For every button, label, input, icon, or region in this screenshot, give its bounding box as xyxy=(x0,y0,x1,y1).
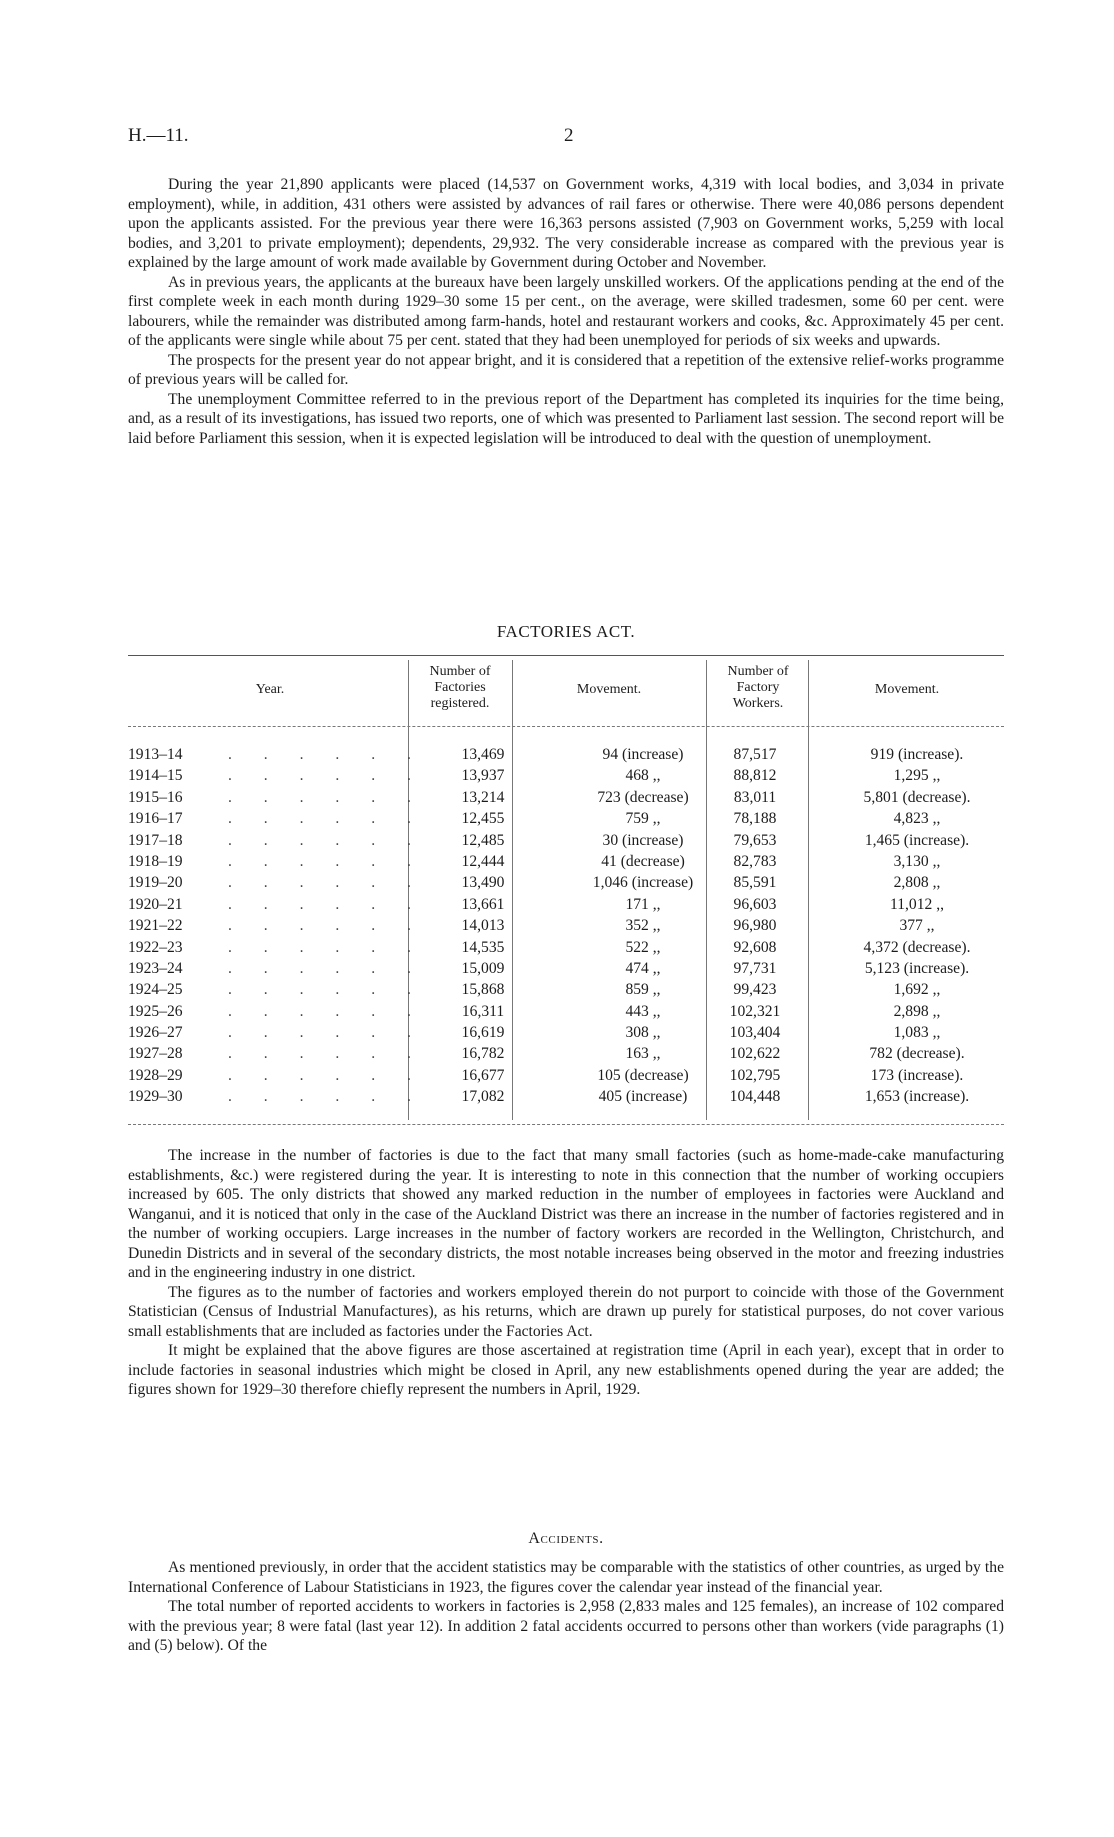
workers-movement-cell: 1,692 ,, xyxy=(893,981,941,999)
table-row xyxy=(128,939,1004,960)
year-cell: 1917–18 xyxy=(128,831,183,849)
movement-cell: 352 ,, xyxy=(625,917,661,935)
factories-cell: 17,082 xyxy=(461,1088,505,1106)
movement-cell: 443 ,, xyxy=(625,1002,661,1020)
movement-cell: 1,046 (increase) xyxy=(592,874,694,892)
workers-movement-cell: 11,012 ,, xyxy=(890,895,944,913)
table-row xyxy=(128,917,1004,938)
year-cell: 1929–30 xyxy=(128,1088,183,1106)
header-workers: Number of Factory Workers. xyxy=(727,664,789,711)
workers-cell: 99,423 xyxy=(733,981,777,999)
leader-dots: . . . . . . xyxy=(228,810,425,828)
workers-cell: 92,608 xyxy=(733,938,777,956)
workers-cell: 103,404 xyxy=(729,1024,781,1042)
workers-movement-cell: 919 (increase). xyxy=(870,746,964,763)
table-row xyxy=(128,767,1004,788)
table-row xyxy=(128,810,1004,831)
factories-cell: 13,661 xyxy=(461,895,505,913)
table-row xyxy=(128,896,1004,917)
leader-dots: . . . . . . xyxy=(228,831,425,849)
leader-dots: . . . . . . xyxy=(228,917,425,935)
table-row xyxy=(128,746,1004,767)
accidents-title: Accidents. xyxy=(528,1530,604,1547)
workers-movement-cell: 173 (increase). xyxy=(870,1066,964,1084)
factories-act-title: FACTORIES ACT. xyxy=(496,622,636,641)
workers-movement-cell: 2,808 ,, xyxy=(893,874,941,892)
factories-cell: 16,619 xyxy=(461,1024,505,1042)
movement-cell: 41 (decrease) xyxy=(601,852,685,870)
leader-dots: . . . . . . xyxy=(228,1088,425,1106)
year-cell: 1920–21 xyxy=(128,895,183,913)
factories-cell: 15,009 xyxy=(461,959,505,977)
year-cell: 1927–28 xyxy=(128,1045,183,1063)
paragraph: The total number of reported accidents to workers in factories is 2,958 (2,833 males and 125 females), an increase of 102 compared with the previous year; 8 were fatal (last year 12). In addition 2 fatal accidents occurred to persons other than workers (vide paragraphs (1) and (5) below). Of the xyxy=(128,1598,1004,1654)
header-workers-movement: Movement. xyxy=(874,682,940,697)
table-row xyxy=(128,1003,1004,1024)
table-row xyxy=(128,1088,1004,1109)
leader-dots: . . . . . . xyxy=(228,746,425,763)
table-top-rule xyxy=(128,655,1004,656)
workers-cell: 85,591 xyxy=(733,874,777,892)
movement-cell: 468 ,, xyxy=(625,767,661,785)
workers-movement-cell: 1,653 (increase). xyxy=(864,1088,970,1106)
workers-cell: 88,812 xyxy=(733,767,777,785)
leader-dots: . . . . . . xyxy=(228,938,425,956)
movement-cell: 171 ,, xyxy=(625,895,661,913)
workers-movement-cell: 5,801 (decrease). xyxy=(863,788,971,806)
workers-movement-cell: 2,898 ,, xyxy=(893,1002,941,1020)
factories-cell: 14,535 xyxy=(461,938,505,956)
year-cell: 1921–22 xyxy=(128,917,183,935)
movement-cell: 405 (increase) xyxy=(598,1088,688,1106)
factories-cell: 16,782 xyxy=(461,1045,505,1063)
workers-cell: 104,448 xyxy=(729,1088,781,1106)
leader-dots: . . . . . . xyxy=(228,874,425,892)
leader-dots: . . . . . . xyxy=(228,981,425,999)
workers-cell: 78,188 xyxy=(733,810,777,828)
year-cell: 1915–16 xyxy=(128,788,183,806)
page-number: 2 xyxy=(564,125,574,146)
leader-dots: . . . . . . xyxy=(228,788,425,806)
workers-movement-cell: 3,130 ,, xyxy=(893,852,941,870)
movement-cell: 522 ,, xyxy=(625,938,661,956)
table-row xyxy=(128,789,1004,810)
year-cell: 1928–29 xyxy=(128,1066,183,1084)
workers-movement-cell: 4,823 ,, xyxy=(893,810,941,828)
workers-movement-cell: 782 (decrease). xyxy=(869,1045,965,1063)
leader-dots: . . . . . . xyxy=(228,1002,425,1020)
workers-cell: 97,731 xyxy=(733,959,777,977)
header-rule xyxy=(128,726,1004,727)
paragraph: The prospects for the present year do not appear bright, and it is considered that a repetition of the extensive relief-works programme of previous years will be called for. xyxy=(128,351,1004,388)
workers-movement-cell: 4,372 (decrease). xyxy=(863,938,971,956)
workers-movement-cell: 1,083 ,, xyxy=(893,1024,941,1042)
paragraph: As mentioned previously, in order that the accident statistics may be comparable with the statistics of other countries, as urged by the International Conference of Labour Statisticians in 1923, the figures cover the calendar year instead of the financial year. xyxy=(128,1559,1004,1596)
accidents-section xyxy=(128,1558,1004,1656)
factories-cell: 12,485 xyxy=(461,831,505,849)
paragraph: The unemployment Committee referred to in the previous report of the Department has completed its inquiries for the time being, and, as a result of its investigations, has issued two reports, one of which was presented to Parliament last session. The second report will be laid before Parliament this session, when it is expected legislation will be introduced to deal with the question of unemployment. xyxy=(128,390,1004,447)
table-row xyxy=(128,960,1004,981)
workers-movement-cell: 1,295 ,, xyxy=(893,767,941,785)
leader-dots: . . . . . . xyxy=(228,1066,425,1084)
year-cell: 1916–17 xyxy=(128,810,183,828)
movement-cell: 94 (increase) xyxy=(602,746,684,763)
year-cell: 1914–15 xyxy=(128,767,183,785)
leader-dots: . . . . . . xyxy=(228,895,425,913)
paragraph: It might be explained that the above figures are those ascertained at registration time (April in each year), except that in order to include factories in seasonal industries which might be closed in April, any new establishments opened during the year are added; the figures shown for 1929–30 therefore chiefly represent the numbers in April, 1929. xyxy=(128,1342,1004,1398)
year-cell: 1918–19 xyxy=(128,852,183,870)
leader-dots: . . . . . . xyxy=(228,959,425,977)
workers-cell: 79,653 xyxy=(733,831,777,849)
leader-dots: . . . . . . xyxy=(228,1045,425,1063)
factories-cell: 15,868 xyxy=(461,981,505,999)
workers-movement-cell: 377 ,, xyxy=(899,917,935,935)
header-year: Year. xyxy=(255,682,285,697)
factories-cell: 14,013 xyxy=(461,917,505,935)
table-bottom-rule xyxy=(128,1124,1004,1125)
intro-section xyxy=(128,175,1004,448)
factories-cell: 16,311 xyxy=(461,1002,505,1020)
header-movement: Movement. xyxy=(576,682,642,697)
movement-cell: 105 (decrease) xyxy=(597,1066,689,1084)
factories-cell: 13,469 xyxy=(461,746,505,763)
workers-movement-cell: 5,123 (increase). xyxy=(864,959,970,977)
header-factories: Number of Factories registered. xyxy=(429,664,491,711)
table-body xyxy=(128,746,1004,1110)
workers-cell: 96,603 xyxy=(733,895,777,913)
table-row xyxy=(128,1024,1004,1045)
workers-movement-cell: 1,465 (increase). xyxy=(864,831,970,849)
movement-cell: 163 ,, xyxy=(625,1045,661,1063)
year-cell: 1923–24 xyxy=(128,959,183,977)
paragraph: The figures as to the number of factories and workers employed therein do not purport to coincide with those of the Government Statistician (Census of Industrial Manufactures), as his returns, which are drawn up purely for statistical purposes, do not cover various small establishments that are included as factories under the Factories Act. xyxy=(128,1283,1004,1340)
paragraph: The increase in the number of factories is due to the fact that many small factories (such as home-made-cake manufacturing establishments, &c.) were registered during the year. It is interesting to note in this connection that the number of working occupiers increased by 605. The only districts that showed any marked reduction in the number of employees in factories were Auckland and Wanganui, and it is noticed that only in the case of the Auckland District was there an increase in the number of factories registered and in the number of working occupiers. Large increases in the number of factory workers are recorded in the Wellington, Christchurch, and Dunedin Districts and in several of the secondary districts, the most notable increases being observed in the motor and freezing industries and in the engineering industry in one district. xyxy=(128,1147,1004,1281)
leader-dots: . . . . . . xyxy=(228,852,425,870)
factories-cell: 13,214 xyxy=(461,788,505,806)
table-row xyxy=(128,832,1004,853)
year-cell: 1913–14 xyxy=(128,746,183,763)
factories-cell: 16,677 xyxy=(461,1066,505,1084)
workers-cell: 102,795 xyxy=(729,1066,781,1084)
workers-cell: 102,321 xyxy=(729,1002,781,1020)
year-cell: 1919–20 xyxy=(128,874,183,892)
leader-dots: . . . . . . xyxy=(228,1024,425,1042)
workers-cell: 82,783 xyxy=(733,852,777,870)
workers-cell: 87,517 xyxy=(733,746,777,763)
paragraph: As in previous years, the applicants at the bureaux have been largely unskilled workers. Of the applications pending at the end of the first complete week in each month during 1929–30 some 15 per cent., on the average, were skilled tradesmen, some 60 per cent. were labourers, while the remainder was distributed among farm-hands, hotel and restaurant workers and cooks, &c. Approximately 45 per cent. of the applicants were single while about 75 per cent. stated that they had been unemployed for periods of six weeks and upwards. xyxy=(128,273,1004,349)
movement-cell: 859 ,, xyxy=(625,981,661,999)
table-row xyxy=(128,853,1004,874)
table-row xyxy=(128,874,1004,895)
year-cell: 1926–27 xyxy=(128,1024,183,1042)
year-cell: 1922–23 xyxy=(128,938,183,956)
table-row xyxy=(128,1067,1004,1088)
factories-cell: 12,455 xyxy=(461,810,505,828)
workers-cell: 83,011 xyxy=(733,788,777,806)
workers-cell: 102,622 xyxy=(729,1045,781,1063)
document-reference: H.—11. xyxy=(128,125,189,146)
movement-cell: 30 (increase) xyxy=(602,831,684,849)
movement-cell: 723 (decrease) xyxy=(597,788,689,806)
movement-cell: 759 ,, xyxy=(625,810,661,828)
workers-cell: 96,980 xyxy=(733,917,777,935)
table-row xyxy=(128,981,1004,1002)
paragraph: During the year 21,890 applicants were placed (14,537 on Government works, 4,319 with local bodies, and 3,034 in private employment), while, in addition, 431 others were assisted by advances of rail fares or otherwise. There were 40,086 persons dependent upon the applicants assisted. For the previous year there were 16,363 persons assisted (7,903 on Government works, 5,259 with local bodies, and 3,201 to private employment); dependents, 29,932. The very considerable increase as compared with the previous year is explained by the large amount of work made available by Government during October and November. xyxy=(128,176,1004,271)
factories-cell: 12,444 xyxy=(461,852,505,870)
page-header xyxy=(128,125,998,155)
table-row xyxy=(128,1045,1004,1066)
leader-dots: . . . . . . xyxy=(228,767,425,785)
factories-cell: 13,490 xyxy=(461,874,505,892)
factories-cell: 13,937 xyxy=(461,767,505,785)
movement-cell: 308 ,, xyxy=(625,1024,661,1042)
movement-cell: 474 ,, xyxy=(625,959,661,977)
factories-commentary xyxy=(128,1146,1004,1400)
year-cell: 1925–26 xyxy=(128,1002,183,1020)
year-cell: 1924–25 xyxy=(128,981,183,999)
